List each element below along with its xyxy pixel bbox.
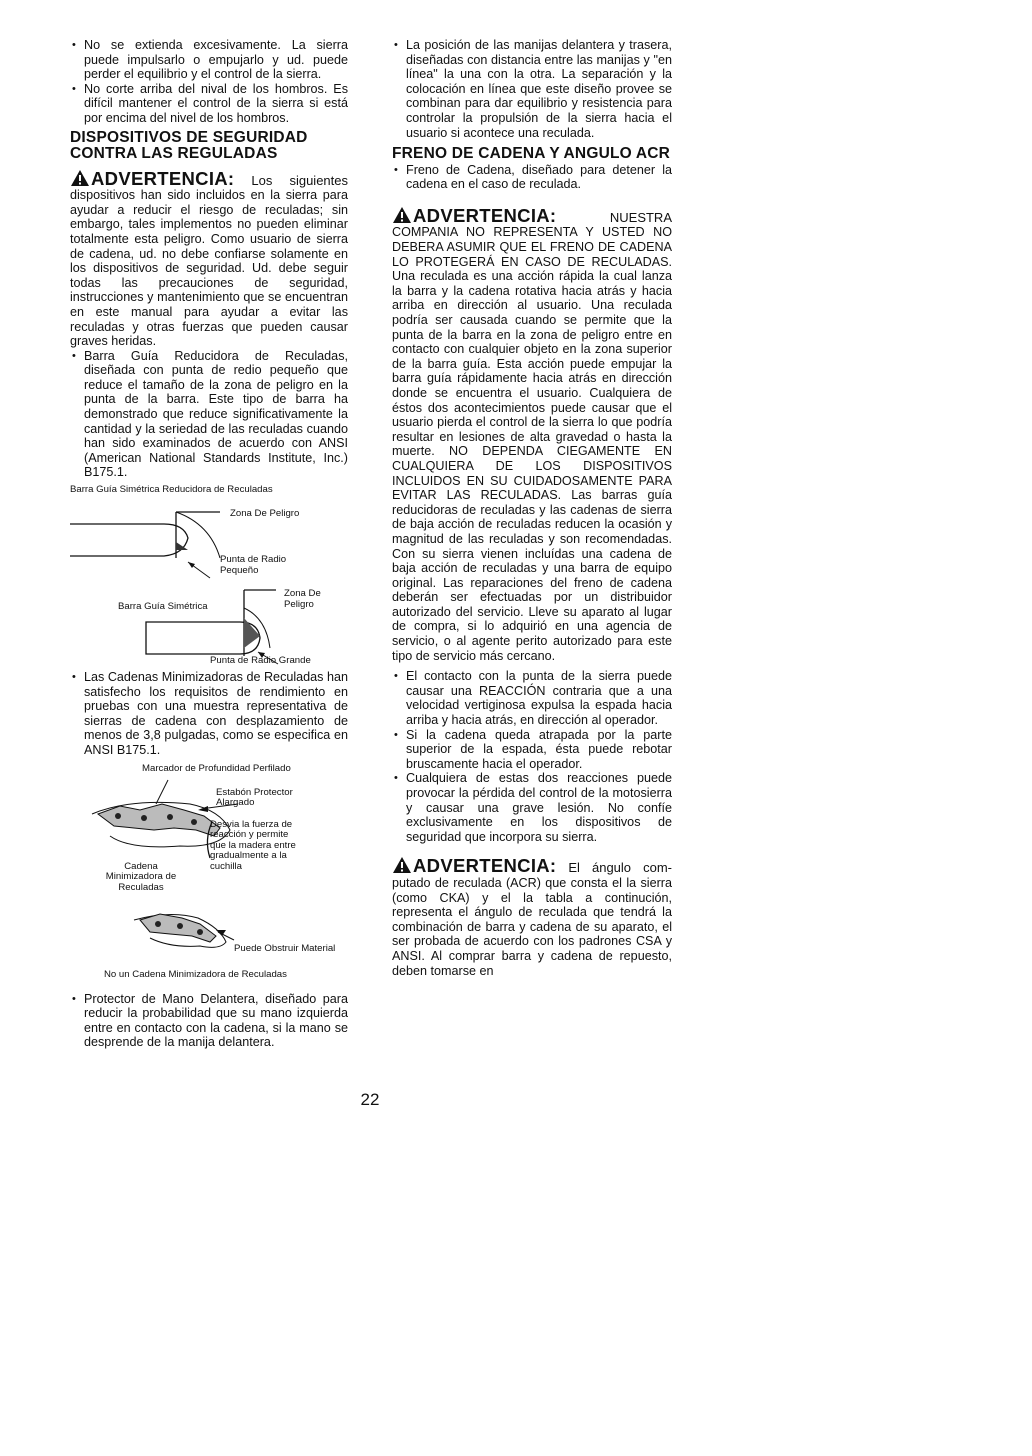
bullet-list-bar [70, 349, 348, 480]
bullet-list-reaction [392, 669, 672, 844]
bullet-list-brake [392, 163, 672, 192]
right-column [392, 38, 672, 978]
bullet-list-chain [70, 670, 348, 758]
warning-block-1 [70, 169, 348, 349]
warning-lead: NUESTRA [609, 209, 672, 225]
label-desvia: Desvia la fuerza de reacción y permite que la madera entre gradualmente a la cuchilla [210, 818, 296, 872]
label-zona-peligro-1: Zona De Peligro [230, 508, 300, 520]
figure-caption: Barra Guía Simétrica Reducidora de Reculadas [70, 484, 273, 496]
warning-block-2 [392, 206, 672, 663]
list-item: • Las Cadenas Minimizadoras de Reculadas han satisfecho los requisitos de rendimiento en pruebas con una muestra representativa de sierras de cadena con desplazamiento de menos de 3,8 pulgadas, como se especifica en ANSI B175.1. [70, 670, 348, 758]
bullet-list-hand [70, 992, 348, 1050]
warning-text: putado de reculada (ACR) que consta el la sierra (como CKA) y el la tabla a continución, representa el ángulo de reculada que tendrá la combinación de barra y cadena de su aparato, el ser probada de acuerdo con los padrones CSA y ANSI. Al comprar barra y cadena de repuesto, deben tomarse en [392, 875, 672, 978]
warning-lead: Los siguientes [251, 172, 348, 188]
list-item: • Freno de Cadena, diseñado para detener la cadena en el caso de reculada. [392, 163, 672, 192]
warning-triangle-icon [70, 169, 90, 187]
warning-triangle-icon [392, 856, 412, 874]
bullet-list-top [70, 38, 348, 126]
label-cadena-mini: Cadena Minimizadora de Reculadas [105, 860, 177, 893]
warning-lead: El ángulo com- [568, 860, 672, 876]
list-item: • Barra Guía Reducidora de Reculadas, diseñada con punta de redio pequeño que reduce el tamaño de la zona de peligro en la punta de la barra. Este tipo de barra ha demonstrado que reduce significativamente la cantidad y la seriedad de las reculadas cuando han sido examinados de acuerdo con ANSI (American National Standards Institute, Inc.) B175.1. [70, 349, 348, 480]
label-obstruir: Puede Obstruir Material [234, 942, 336, 954]
figure-chains [70, 762, 348, 988]
guide-bar-diagram [70, 498, 348, 666]
list-item: • No se extienda excesivamente. La sierra puede impulsarlo o empujarlo y ud. puede perder el equilibrio y el control de la sierra. [70, 38, 348, 82]
warning-label: ADVERTENCIA: [413, 204, 557, 226]
label-punta-radio-pequeno: Punta de Radio Pequeño [220, 554, 287, 576]
left-column [70, 38, 348, 1050]
page-number: 22 [360, 1090, 380, 1109]
warning-text: dispositivos han sido incluidos en la sierra para ayudar a reducir el riesgo de reculadas; sin embargo, tales implementos no pueden eliminar totalmente esta peligro. Como usuario de sierra de cadena, ud. no debe confiarse solamente en los dispositivos de seguridad. Ud. debe seguir todas las precauciones de seguridad, instrucciones y mantenimiento que se encuentran en este manual para ayudar a evitar las reculadas y otras fuerzas que pueden causar graves heridas. [70, 188, 348, 349]
list-item: • Protector de Mano Delantera, diseñado para reducir la probabilidad que su mano izquierda entre en contacto con la cadena, si la mano se desprende de la manija delantera. [70, 992, 348, 1050]
list-item: • El contacto con la punta de la sierra puede causar una REACCIÓN contraria que a una velocidad vertiginosa expulsa la espada hacia arriba y hacia atrás, en dirección al operador. [392, 669, 672, 727]
label-zona-peligro-2: Zona De Peligro [284, 588, 321, 610]
warning-label: ADVERTENCIA: [91, 167, 235, 189]
label-barra-simetrica: Barra Guía Simétrica [118, 601, 208, 613]
list-item: • Cualquiera de estas dos reacciones puede provocar la pérdida del control de la motosierra y causar una grave lesión. No confíe exclusivamente en los dispositivos de seguridad que incorpora su sierra. [392, 771, 672, 844]
section-heading-safety-devices: DISPOSITIVOS DE SEGURIDAD CONTRA LAS REGULADAS [70, 128, 308, 163]
warning-text: COMPANIA NO REPRESENTA Y USTED NO DEBERA ASUMIR QUE EL FRENO DE CADENA LO PROTEGERÁ EN CASO DE RECULADAS. Una reculada es una acción rápida la cual lanza la barra y la cadena rotativa hacia atrás y hacia arriba en dirección al usuario. Una reculada podría ser causada cuando se permite que la punta de la barra en la zona de peligro entre en contacto con cualquier objeto en la zona superior de la barra guía. Esta acción puede empujar la barra guía rápidamente hacia atrás en dirección donde se encuentra el usuario. Cualquiera de éstos dos acontecimientos puede causar que el usuario pierda el control de la sierra lo que podría resultar en lesiones de alta gravedad o hasta la muerte. NO DEPENDA CIEGAMENTE EN CUALQUIERA DE LOS DISPOSITIVOS INCLUIDOS EN SU CUIDADOSAMENTE PARA EVITAR LAS RECULADAS. Las barras guía reducidoras de reculadas y las cadenas de sierra de baja acción de reculadas reducen la ocasión y magnitud de las reculadas y son recomendadas. Con su sierra vienen incluídas una cadena de baja acción de reculadas y una barra de equipo original. Las reparaciones del freno de cadena deberán ser efectuadas por un distribuidor autorizado del servicio. Lleve su aparato al lugar de compra, si lo adquirió en una agencia de servicio, o al agente perito autorizado para este tipo de servicio más cercano. [392, 225, 672, 663]
label-marcador: Marcador de Profundidad Perfilado [142, 762, 291, 774]
list-item: • La posición de las manijas delantera y trasera, diseñadas con distancia entre las manijas y "en línea" la una con la otra. La separación y la colocación en línea que este diseño provee se combinan para dar equilibrio y resistencia para controlar la propulsión de la sierra hacia el usuario si acontece una reculada. [392, 38, 672, 140]
label-punta-radio-grande: Punta de Radio Grande [210, 655, 311, 667]
list-item: • Si la cadena queda atrapada por la parte superior de la espada, ésta puede rebotar bruscamente hacia el operador. [392, 728, 672, 772]
warning-triangle-icon [392, 206, 412, 224]
bullet-list-handles [392, 38, 672, 140]
warning-block-3 [392, 856, 672, 978]
figure-guide-bars [70, 484, 348, 666]
label-eslabon: Estabón Protector Alargado [216, 786, 293, 809]
list-item: • No corte arriba del nival de los hombros. Es difícil mantener el control de la sierra si está por encima del nivel de los hombros. [70, 82, 348, 126]
section-heading-chain-brake: FRENO DE CADENA Y ANGULO ACR [392, 145, 671, 163]
label-no-cadena: No un Cadena Minimizadora de Reculadas [104, 968, 287, 980]
warning-label: ADVERTENCIA: [413, 855, 557, 877]
